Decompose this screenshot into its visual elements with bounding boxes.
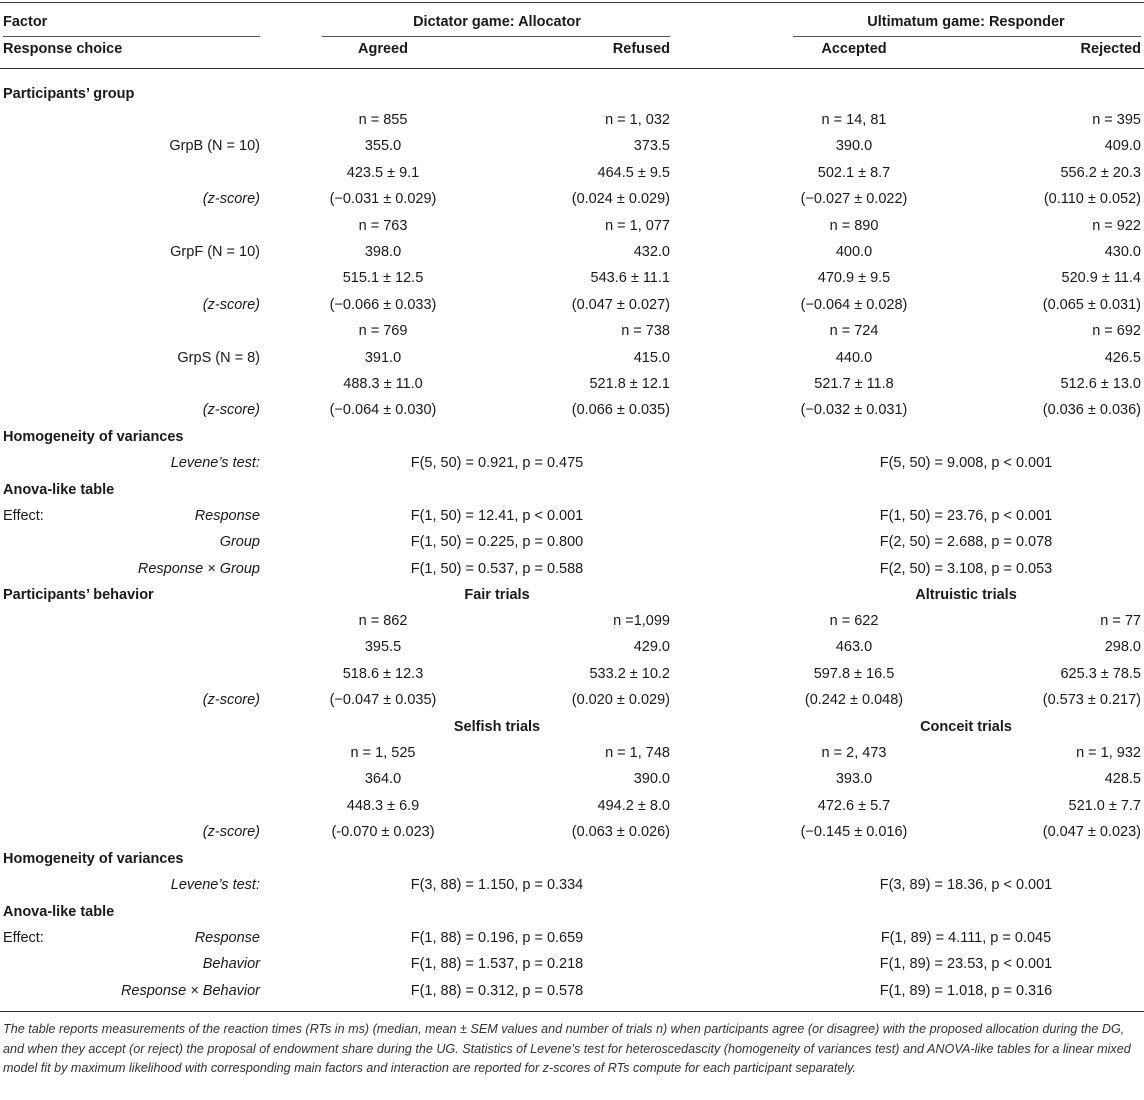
effect-dg-stat: F(1, 88) = 0.312, p = 0.578 [410,983,584,999]
effect-ug-stat: F(2, 50) = 2.688, p = 0.078 [879,534,1053,550]
table-cell: 488.3 ± 11.0 [343,376,423,392]
table-cell: n = 855 [358,112,408,128]
header-factor: Factor [3,14,48,30]
table-cell: n = 922 [1092,218,1141,234]
table-cell: (-0.070 ± 0.023) [331,824,435,840]
table-cell: (−0.027 ± 0.022) [800,191,908,207]
table-cell: n = 1, 748 [605,745,670,761]
table-cell: 440.0 [835,350,873,366]
table-cell: 625.3 ± 78.5 [1060,666,1141,682]
table-bottom-rule [0,1011,1144,1012]
table-cell: n = 395 [1092,112,1141,128]
effect-dg-stat: F(1, 88) = 0.196, p = 0.659 [410,930,584,946]
table-cell: 556.2 ± 20.3 [1060,165,1141,181]
table-cell: n = 763 [358,218,408,234]
group-label: GrpS (N = 8) [177,350,260,366]
header-rule-ug [793,36,1141,37]
effect-dg-stat: F(1, 50) = 0.225, p = 0.800 [410,534,584,550]
table-cell: 390.0 [835,138,873,154]
table-cell: 521.0 ± 7.7 [1068,798,1141,814]
table-cell: n =1,099 [613,613,670,629]
table-cell: 463.0 [835,639,873,655]
effect-name: Response [194,508,260,524]
label-selfish-trials: Selfish trials [453,719,541,735]
table-cell: 409.0 [1104,138,1141,154]
table-cell: (0.110 ± 0.052) [1043,191,1141,207]
table-cell: n = 738 [621,323,670,339]
effect-dg-stat: F(1, 88) = 1.537, p = 0.218 [410,956,584,972]
effect-name: Group [219,534,260,550]
table-cell: 464.5 ± 9.5 [597,165,670,181]
table-cell: 597.8 ± 16.5 [813,666,895,682]
header-col-refused: Refused [612,41,670,57]
table-cell: 400.0 [835,244,873,260]
table-cell: (−0.066 ± 0.033) [329,297,437,313]
group-label: GrpF (N = 10) [170,244,260,260]
levene-ug-group: F(5, 50) = 9.008, p < 0.001 [879,455,1053,471]
table-cell: 415.0 [633,350,670,366]
table-cell: 470.9 ± 9.5 [817,270,891,286]
table-cell: 423.5 ± 9.1 [346,165,420,181]
anova-title-group: Anova-like table [3,482,115,498]
table-cell: 515.1 ± 12.5 [342,270,424,286]
label-fair-trials: Fair trials [464,587,530,603]
section-participants-behavior: Participants’ behavior [3,587,154,603]
table-cell: n = 1, 525 [350,745,416,761]
header-rule-dg [322,36,670,37]
table-cell: 448.3 ± 6.9 [346,798,420,814]
table-cell: (−0.064 ± 0.030) [329,402,437,418]
levene-dg-group: F(5, 50) = 0.921, p = 0.475 [410,455,584,471]
table-cell: 432.0 [633,244,670,260]
table-cell: 430.0 [1104,244,1141,260]
table-cell: 512.6 ± 13.0 [1060,376,1141,392]
table-cell: 364.0 [364,771,402,787]
table-cell: 298.0 [1104,639,1141,655]
table-cell: (0.020 ± 0.029) [571,692,670,708]
table-cell: 429.0 [633,639,670,655]
table-cell: 426.5 [1104,350,1141,366]
table-cell: (0.063 ± 0.026) [571,824,670,840]
table-cell: n = 77 [1100,613,1141,629]
table-footnote: The table reports measurements of the reaction times (RTs in ms) (median, mean ± SEM values and number of trials n) when participants agree (or disagree) with the proposed allocation during the DG, and when they accept (or reject) the proposal of endowment share during the UG. Statistics of Levene’s test for heteroscedascity (homogeneity of variances test) and ANOVA-like tables for a linear mixed model fit by maximum likelihood with corresponding main factors and interaction are reported for z-scores of RTs compute for each participant separately. [3,1022,1131,1075]
section-participants-group: Participants’ group [3,86,135,102]
effect-ug-stat: F(1, 89) = 4.111, p = 0.045 [880,930,1052,946]
effect-ug-stat: F(2, 50) = 3.108, p = 0.053 [879,561,1053,577]
levene-label-group: Levene’s test: [170,455,260,471]
table-top-rule [0,2,1144,3]
table-cell: n = 724 [829,323,879,339]
table-cell: (0.036 ± 0.036) [1042,402,1141,418]
table-cell: (0.573 ± 0.217) [1042,692,1141,708]
table-cell: 502.1 ± 8.7 [817,165,891,181]
table-cell: 520.9 ± 11.4 [1061,270,1141,286]
effect-ug-stat: F(1, 50) = 23.76, p < 0.001 [879,508,1053,524]
table-cell: 355.0 [364,138,402,154]
table-cell: n = 2, 473 [821,745,887,761]
effect-ug-stat: F(1, 89) = 1.018, p = 0.316 [879,983,1053,999]
table-cell: (−0.145 ± 0.016) [800,824,908,840]
effect-name: Behavior [202,956,260,972]
zscore-label: (z-score) [202,402,260,418]
table-cell: n = 890 [829,218,879,234]
table-cell: n = 769 [358,323,408,339]
zscore-label: (z-score) [202,824,260,840]
header-response-choice: Response choice [3,41,123,57]
header-ultimatum-game: Ultimatum game: Responder [867,14,1065,30]
table-cell: 533.2 ± 10.2 [589,666,670,682]
header-col-accepted: Accepted [821,41,887,57]
effect-dg-stat: F(1, 50) = 12.41, p < 0.001 [410,508,584,524]
table-cell: (0.066 ± 0.035) [571,402,670,418]
header-bottom-rule [0,68,1144,69]
table-cell: 393.0 [835,771,873,787]
header-dictator-game: Dictator game: Allocator [413,14,581,30]
table-cell: n = 1, 932 [1076,745,1141,761]
table-cell: 391.0 [364,350,402,366]
table-cell: (−0.064 ± 0.028) [800,297,908,313]
table-cell: n = 14, 81 [821,112,887,128]
homogeneity-title-behavior: Homogeneity of variances [3,851,184,867]
table-cell: (0.024 ± 0.029) [571,191,670,207]
table-cell: (0.065 ± 0.031) [1042,297,1141,313]
levene-ug-behavior: F(3, 89) = 18.36, p < 0.001 [879,877,1053,893]
table-cell: n = 1, 077 [605,218,670,234]
effect-name: Response [194,930,260,946]
header-rule-factor [3,36,260,37]
effect-name: Response × Behavior [120,983,260,999]
group-label: GrpB (N = 10) [169,138,260,154]
effect-name: Response × Group [137,561,260,577]
table-cell: (0.242 ± 0.048) [804,692,904,708]
effect-dg-stat: F(1, 50) = 0.537, p = 0.588 [410,561,584,577]
effect-label-group: Effect: [3,508,44,524]
table-cell: 472.6 ± 5.7 [817,798,891,814]
effect-label-behavior: Effect: [3,930,44,946]
levene-label-behavior: Levene’s test: [170,877,260,893]
zscore-label: (z-score) [202,692,260,708]
table-cell: n = 862 [358,613,408,629]
anova-title-behavior: Anova-like table [3,904,115,920]
table-cell: 395.5 [364,639,402,655]
table-cell: (0.047 ± 0.027) [571,297,670,313]
table-cell: 494.2 ± 8.0 [597,798,670,814]
table-cell: n = 622 [829,613,879,629]
zscore-label: (z-score) [202,297,260,313]
table-cell: 518.6 ± 12.3 [342,666,424,682]
table-cell: 390.0 [633,771,670,787]
table-cell: n = 692 [1092,323,1141,339]
table-cell: n = 1, 032 [605,112,670,128]
homogeneity-title-group: Homogeneity of variances [3,429,184,445]
table-cell: (−0.031 ± 0.029) [329,191,437,207]
table-cell: (−0.032 ± 0.031) [800,402,908,418]
table-cell: 521.8 ± 12.1 [589,376,670,392]
header-col-agreed: Agreed [358,41,408,57]
table-cell: 428.5 [1104,771,1141,787]
effect-ug-stat: F(1, 89) = 23.53, p < 0.001 [879,956,1053,972]
zscore-label: (z-score) [202,191,260,207]
table-cell: (−0.047 ± 0.035) [329,692,437,708]
levene-dg-behavior: F(3, 88) = 1.150, p = 0.334 [410,877,584,893]
table-cell: 373.5 [633,138,670,154]
table-cell: 398.0 [364,244,402,260]
table-cell: (0.047 ± 0.023) [1042,824,1141,840]
table-cell: 521.7 ± 11.8 [814,376,894,392]
label-altruistic-trials: Altruistic trials [915,587,1017,603]
header-col-rejected: Rejected [1080,41,1141,57]
table-cell: 543.6 ± 11.1 [590,270,670,286]
label-conceit-trials: Conceit trials [920,719,1012,735]
